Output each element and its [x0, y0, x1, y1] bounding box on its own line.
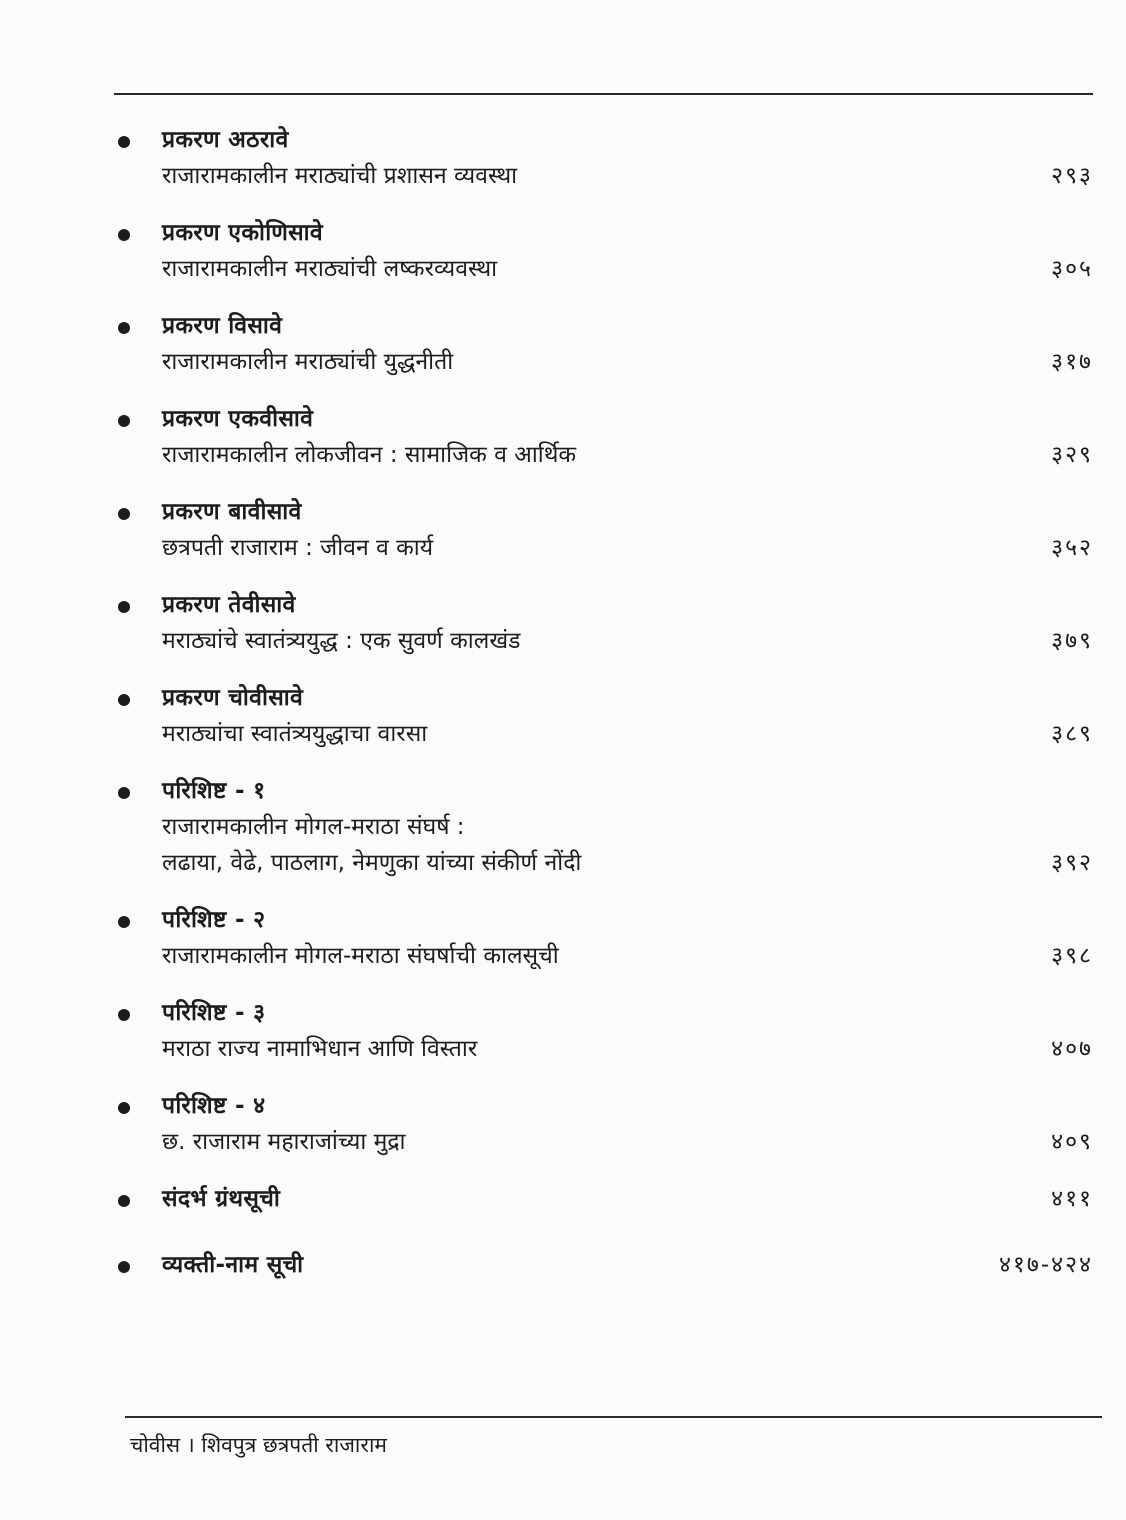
toc-page-number: ४११	[1051, 1186, 1093, 1212]
toc-entry	[114, 902, 1093, 974]
toc-heading: परिशिष्ट - ४	[162, 1093, 266, 1119]
toc-heading: परिशिष्ट - ३	[162, 1000, 266, 1026]
top-rule	[114, 93, 1093, 95]
toc-page-number: ४१७-४२४	[998, 1252, 1093, 1278]
bullet-icon	[118, 508, 130, 520]
page-footer: चोवीस । शिवपुत्र छत्रपती राजाराम	[130, 1433, 387, 1457]
toc-heading: परिशिष्ट - २	[162, 907, 266, 933]
toc-page-number: ३१७	[1051, 349, 1093, 375]
toc-heading: प्रकरण विसावे	[162, 313, 283, 339]
bullet-icon	[118, 1195, 130, 1207]
bullet-icon	[118, 229, 130, 241]
toc-entry	[114, 215, 1093, 287]
bullet-icon	[118, 415, 130, 427]
toc-subtitle: राजारामकालीन मोगल-मराठा संघर्ष :	[162, 814, 465, 840]
toc-entry	[114, 308, 1093, 380]
toc-entry	[114, 1247, 1093, 1283]
toc-entry	[114, 401, 1093, 473]
toc-heading: प्रकरण तेवीसावे	[162, 592, 296, 618]
footer-rule	[125, 1416, 1102, 1418]
toc-subtitle: मराठा राज्य नामाभिधान आणि विस्तार	[162, 1036, 478, 1062]
toc-page-number: ४०७	[1051, 1036, 1093, 1062]
bullet-icon	[118, 1009, 130, 1021]
toc-page-number: ४०९	[1051, 1129, 1093, 1155]
toc-entry	[114, 680, 1093, 752]
toc-entry	[114, 995, 1093, 1067]
bullet-icon	[118, 322, 130, 334]
toc-page-number: ३८९	[1051, 721, 1093, 747]
toc-subtitle: राजारामकालीन मराठ्यांची युद्धनीती	[162, 349, 454, 375]
toc-subtitle: छत्रपती राजाराम : जीवन व कार्य	[162, 535, 434, 561]
toc-page-number: ३९२	[1051, 850, 1093, 876]
toc-subtitle: छ. राजाराम महाराजांच्या मुद्रा	[162, 1129, 406, 1155]
toc-heading: प्रकरण एकोणिसावे	[162, 220, 324, 246]
toc-page-number: ३२९	[1051, 442, 1093, 468]
bullet-icon	[118, 694, 130, 706]
toc-entry	[114, 773, 1093, 881]
toc-subtitle: मराठ्यांचा स्वातंत्र्ययुद्धाचा वारसा	[162, 721, 428, 747]
toc-entry	[114, 587, 1093, 659]
toc-page-number: २९३	[1051, 163, 1093, 189]
toc-entry	[114, 122, 1093, 194]
bullet-icon	[118, 1102, 130, 1114]
toc-page-number: ३७९	[1051, 628, 1093, 654]
toc-heading: परिशिष्ट - १	[162, 778, 266, 804]
toc-entry	[114, 1181, 1093, 1217]
toc-entry	[114, 1088, 1093, 1160]
toc-heading: प्रकरण अठरावे	[162, 127, 289, 153]
table-of-contents	[114, 122, 1093, 1313]
toc-heading: व्यक्ती-नाम सूची	[162, 1252, 304, 1278]
toc-heading: प्रकरण एकवीसावे	[162, 406, 314, 432]
bullet-icon	[118, 601, 130, 613]
toc-subtitle: राजारामकालीन लोकजीवन : सामाजिक व आर्थिक	[162, 442, 577, 468]
toc-page-number: ३५२	[1051, 535, 1093, 561]
bullet-icon	[118, 136, 130, 148]
toc-entry	[114, 494, 1093, 566]
toc-subtitle: राजारामकालीन मराठ्यांची लष्करव्यवस्था	[162, 256, 498, 282]
toc-heading: प्रकरण बावीसावे	[162, 499, 302, 525]
bullet-icon	[118, 1261, 130, 1273]
toc-subtitle: लढाया, वेढे, पाठलाग, नेमणुका यांच्या संकीर्ण नोंदी	[162, 850, 582, 876]
toc-subtitle: राजारामकालीन मराठ्यांची प्रशासन व्यवस्था	[162, 163, 518, 189]
toc-subtitle: राजारामकालीन मोगल-मराठा संघर्षाची कालसूची	[162, 943, 559, 969]
bullet-icon	[118, 916, 130, 928]
toc-subtitle: मराठ्यांचे स्वातंत्र्ययुद्ध : एक सुवर्ण कालखंड	[162, 628, 521, 654]
toc-page-number: ३०५	[1051, 256, 1093, 282]
toc-page-number: ३९८	[1051, 943, 1093, 969]
bullet-icon	[118, 787, 130, 799]
toc-heading: प्रकरण चोवीसावे	[162, 685, 304, 711]
toc-heading: संदर्भ ग्रंथसूची	[162, 1186, 281, 1212]
